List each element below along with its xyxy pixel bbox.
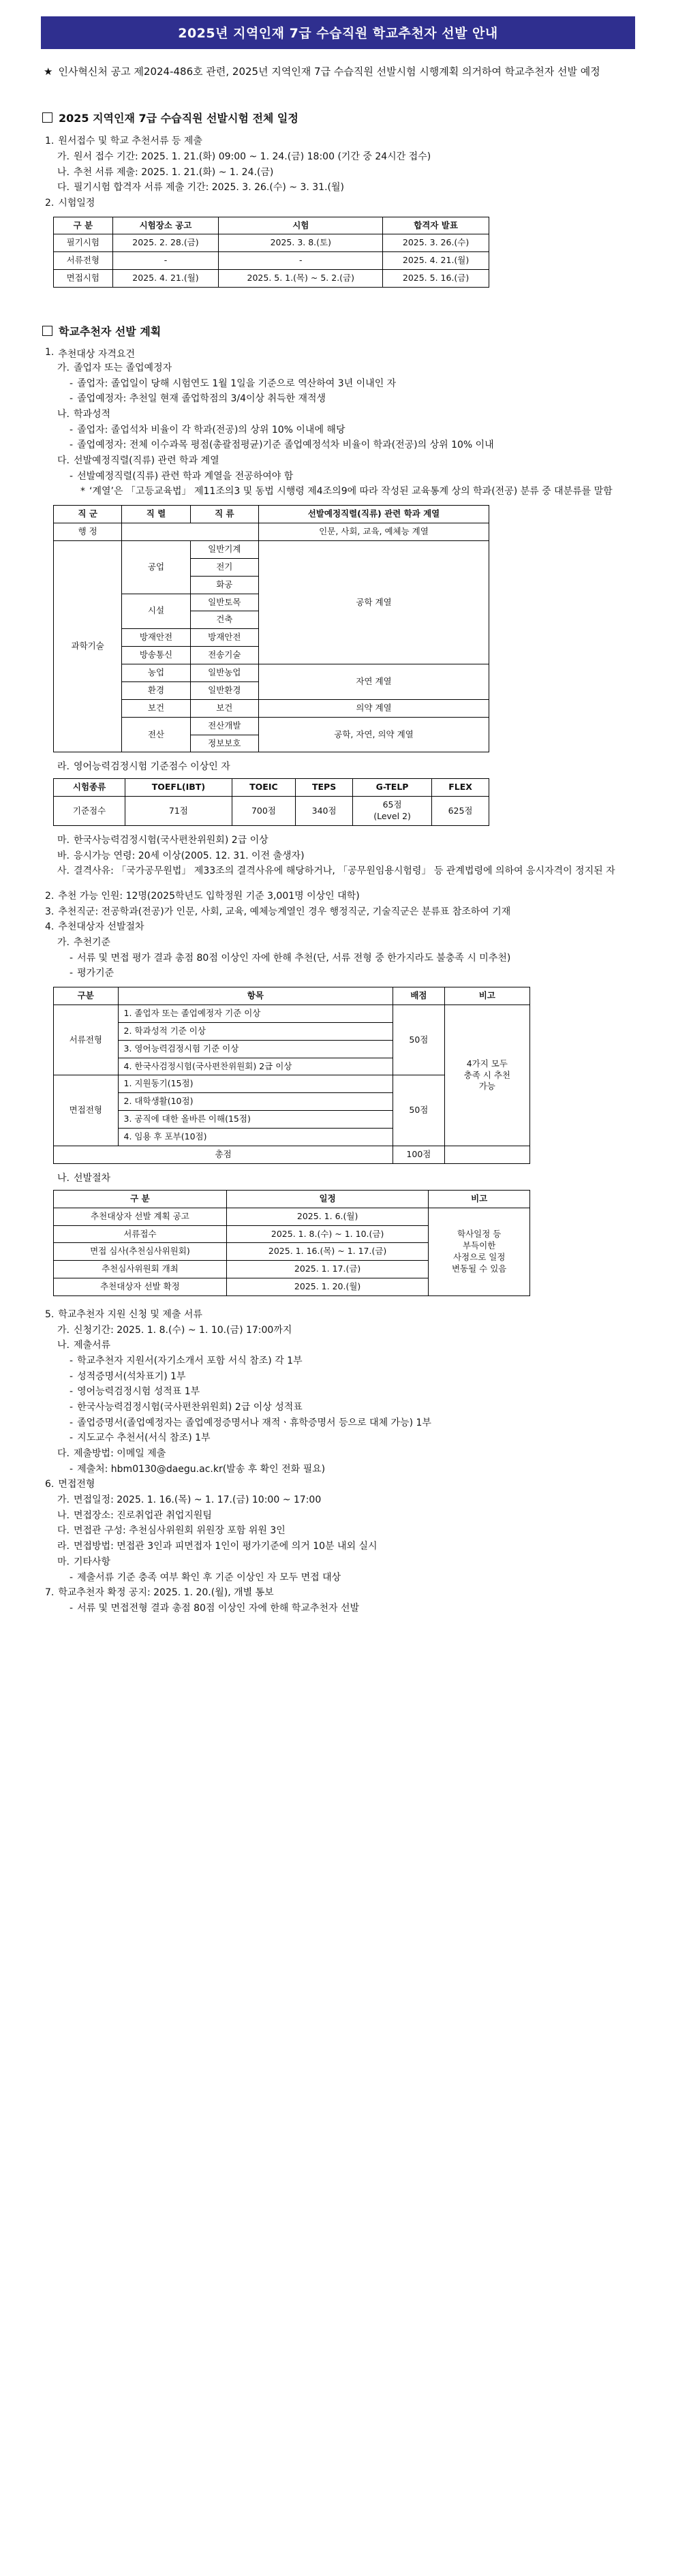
- block1-marker: 1.: [45, 347, 55, 358]
- procedure-marker: 나.: [57, 1172, 70, 1184]
- line-marker: -: [70, 1402, 74, 1413]
- major-type: 일반환경: [190, 681, 258, 699]
- line-text: 졸업자 또는 졸업예정자: [73, 363, 172, 374]
- selection-procedure-list: [41, 889, 635, 981]
- line-marker: -: [70, 1417, 74, 1428]
- line-text: 추천대상자 선발절차: [58, 921, 144, 933]
- line-marker: 1.: [45, 136, 55, 147]
- line-marker: 다.: [57, 182, 70, 194]
- document-line: [57, 453, 635, 469]
- document-line: [57, 1446, 635, 1462]
- document-line: [70, 1400, 635, 1415]
- line-text: 기타사항: [73, 1556, 111, 1567]
- line-marker: 3.: [45, 906, 55, 917]
- line-text: 서류 및 면접전형 결과 총점 80점 이상인 자에 한해 학교추천자 선발: [77, 1602, 360, 1614]
- major-group: 과학기술: [54, 540, 122, 752]
- document-line: [80, 484, 635, 500]
- proc-step: 추천대상자 선발 확정: [54, 1278, 227, 1296]
- line-text: 결격사유: 「국가공무원법」 제33조의 결격사유에 해당하거나, 「공무원임용시험령」 등 관계법령에 의하여 응시자격이 정지된 자: [73, 865, 615, 877]
- line-text: 면접전형: [58, 1479, 95, 1490]
- schedule-cell-2: -: [219, 252, 383, 270]
- line-marker: -: [70, 952, 74, 964]
- checkbox-icon: [42, 326, 52, 336]
- block1-title: 추천대상 자격요건: [58, 349, 136, 361]
- line-text: 면접방법: 면접관 3인과 피면접자 1인이 평가기준에 의거 10분 내외 실시: [73, 1541, 378, 1552]
- table-row: [54, 270, 489, 288]
- line-text: 추천기준: [73, 937, 111, 949]
- document-line: [57, 935, 635, 951]
- document-line: [57, 1508, 635, 1524]
- line-marker: 나.: [57, 409, 70, 420]
- document-line: [70, 951, 635, 966]
- line-marker: 가.: [57, 937, 70, 949]
- line-marker: 가.: [57, 1324, 70, 1336]
- document-line: [45, 196, 635, 211]
- line-marker: 라.: [57, 1541, 70, 1552]
- english-score-table: [53, 778, 489, 826]
- line-marker: 5.: [45, 1309, 55, 1321]
- document-line: [57, 361, 635, 376]
- document-line: [70, 1353, 635, 1369]
- english-text: 영어능력검정시험 기준점수 이상인 자: [73, 761, 230, 773]
- document-line: [70, 391, 635, 407]
- document-line: [70, 1601, 635, 1616]
- document-line: [45, 1307, 635, 1323]
- eng-header-2: TOEIC: [232, 779, 295, 797]
- proc-note: 학사일정 등 부득이한 사정으로 일정 변동될 수 있음: [429, 1208, 530, 1295]
- eval-header-0: 구분: [54, 987, 119, 1005]
- eng-header-5: FLEX: [432, 779, 489, 797]
- eval-total-label: 총점: [54, 1146, 393, 1163]
- eng-header-3: TEPS: [296, 779, 353, 797]
- document-line: [57, 1554, 635, 1570]
- line-text: 학교추천자 지원 신청 및 제출 서류: [58, 1309, 202, 1321]
- schedule-cell-3: 2025. 5. 16.(금): [383, 270, 489, 288]
- eval-item: 1. 졸업자 또는 졸업예정자 기준 이상: [118, 1005, 393, 1022]
- document-line: [57, 848, 635, 864]
- document-line: [57, 833, 635, 848]
- document-line: [70, 1430, 635, 1446]
- line-text: 제출서류: [73, 1340, 111, 1351]
- major-type: 전기: [190, 558, 258, 576]
- overall-schedule-table: [53, 217, 489, 288]
- document-line: [70, 1462, 635, 1477]
- english-requirement-line: [57, 759, 635, 773]
- major-series: 공업: [122, 540, 190, 594]
- eval-score: 50점: [393, 1075, 444, 1146]
- eng-cell-3: 340점: [296, 797, 353, 826]
- line-marker: -: [70, 1463, 74, 1475]
- line-text: 제출방법: 이메일 제출: [73, 1448, 166, 1460]
- proc-step: 추천대상자 선발 계획 공고: [54, 1208, 227, 1225]
- eval-total-note: [444, 1146, 529, 1163]
- document-line: [45, 1585, 635, 1601]
- eval-item: 3. 공직에 대한 올바른 이해(15점): [118, 1111, 393, 1129]
- proc-date: 2025. 1. 17.(금): [226, 1261, 429, 1278]
- eng-header-0: 시험종류: [54, 779, 125, 797]
- document-line: [57, 165, 635, 181]
- english-notes-list: [41, 833, 635, 879]
- document-line: [57, 1323, 635, 1338]
- line-text: 졸업증명서(졸업예정자는 졸업예정증명서나 재적ㆍ휴학증명서 등으로 대체 가능) 1부: [77, 1417, 431, 1428]
- document-line: [57, 863, 635, 879]
- eval-item: 2. 학과성적 기준 이상: [118, 1022, 393, 1040]
- major-series: 전산: [122, 717, 190, 752]
- proc-date: 2025. 1. 20.(월): [226, 1278, 429, 1296]
- major-field-table: [53, 505, 489, 752]
- table-row: [54, 252, 489, 270]
- eng-cell-0: 기준점수: [54, 797, 125, 826]
- line-text: 추천 가능 인원: 12명(2025학년도 입학정원 기준 3,001명 이상인 대학): [58, 891, 360, 902]
- line-text: 평가기준: [77, 968, 114, 979]
- schedule-header-1: 시험장소 공고: [112, 217, 219, 234]
- line-marker: -: [70, 1355, 74, 1367]
- major-header-3: 선발예정직렬(직류) 관련 학과 계열: [258, 506, 489, 523]
- document-line: [70, 1384, 635, 1400]
- eval-score: 50점: [393, 1005, 444, 1075]
- line-marker: 바.: [57, 850, 70, 861]
- eng-cell-5: 625점: [432, 797, 489, 826]
- major-field: 의약 계열: [258, 699, 489, 717]
- line-marker: 마.: [57, 1556, 70, 1567]
- line-marker: -: [70, 1370, 74, 1382]
- eval-group-name: 면접전형: [54, 1075, 119, 1146]
- eng-cell-1: 71점: [125, 797, 232, 826]
- star-icon: ★: [44, 65, 53, 78]
- line-text: 시험일정: [58, 197, 95, 209]
- eval-item: 4. 한국사검정시험(국사편찬위원회) 2급 이상: [118, 1058, 393, 1075]
- schedule-cell-1: 2025. 2. 28.(금): [112, 234, 219, 252]
- line-marker: 다.: [57, 455, 70, 467]
- line-text: 한국사능력검정시험(국사편찬위원회) 2급 이상 성적표: [77, 1402, 303, 1413]
- line-text: 졸업예정자: 전체 이수과목 평점(총괄점평균)기준 졸업예정석차 비율이 학과(전공)의 상위 10% 이내: [77, 440, 494, 451]
- table-row: [54, 797, 489, 826]
- intro-text: 인사혁신처 공고 제2024-486호 관련, 2025년 지역인재 7급 수습직원 선발시험 시행계획 의거하여 학교추천자 선발 예정: [58, 65, 600, 78]
- major-type: 일반토목: [190, 594, 258, 611]
- major-type: 전산개발: [190, 717, 258, 735]
- table-row: [54, 523, 489, 541]
- document-line: [57, 149, 635, 165]
- line-marker: 6.: [45, 1479, 55, 1490]
- document-line: [70, 966, 635, 981]
- eval-group-name: 서류전형: [54, 1005, 119, 1075]
- section1-heading: [42, 110, 635, 125]
- major-group: 행 정: [54, 523, 122, 541]
- document-line: [45, 134, 635, 149]
- line-text: 면접관 구성: 추천심사위원회 위원장 포함 위원 3인: [73, 1525, 286, 1537]
- document-line: [70, 423, 635, 438]
- major-header-0: 직 군: [54, 506, 122, 523]
- line-text: 학교추천자 확정 공지: 2025. 1. 20.(월), 개별 통보: [58, 1587, 274, 1599]
- line-text: 서류 및 면접 평가 결과 총점 80점 이상인 자에 한해 추천(단, 서류 전형 중 한가지라도 불충족 시 미추천): [77, 952, 511, 964]
- schedule-cell-3: 2025. 4. 21.(월): [383, 252, 489, 270]
- major-type: 일반농업: [190, 664, 258, 682]
- line-text: 필기시험 합격자 서류 제출 기간: 2025. 3. 26.(수) ~ 3. 31.(월): [73, 182, 344, 194]
- schedule-cell-0: 면접시험: [54, 270, 113, 288]
- document-line: [57, 1492, 635, 1508]
- line-marker: 2.: [45, 891, 55, 902]
- line-text: ‘계열’은 「고등교육법」 제11조의3 및 동법 시행령 제4조의9에 따라 작성된 교육통계 상의 학과(전공) 분류 중 대분류를 말함: [89, 486, 613, 497]
- eng-header-4: G-TELP: [353, 779, 432, 797]
- document-line: [45, 904, 635, 920]
- procedure-line: [57, 1171, 635, 1184]
- eval-item: 1. 지원동기(15점): [118, 1075, 393, 1093]
- line-marker: -: [70, 424, 74, 435]
- document-line: [70, 1415, 635, 1431]
- major-series: 방재안전: [122, 629, 190, 647]
- document-line: [70, 469, 635, 485]
- line-marker: -: [70, 470, 74, 482]
- line-text: 한국사능력검정시험(국사편찬위원회) 2급 이상: [73, 835, 268, 846]
- block1-title-line: [45, 347, 635, 361]
- proc-step: 서류접수: [54, 1225, 227, 1243]
- application-documents-list: [41, 1307, 635, 1616]
- line-marker: -: [70, 393, 74, 405]
- line-text: 영어능력검정시험 성적표 1부: [77, 1386, 200, 1398]
- proc-date: 2025. 1. 8.(수) ~ 1. 10.(금): [226, 1225, 429, 1243]
- schedule-cell-2: 2025. 3. 8.(토): [219, 234, 383, 252]
- proc-step: 면접 심사(추천심사위원회): [54, 1243, 227, 1261]
- document-line: [70, 1570, 635, 1586]
- schedule-cell-1: -: [112, 252, 219, 270]
- major-type: 전송기술: [190, 647, 258, 664]
- line-marker: 사.: [57, 865, 70, 877]
- eval-header-2: 배점: [393, 987, 444, 1005]
- table-row: [54, 1208, 530, 1225]
- major-type: 일반기계: [190, 540, 258, 558]
- major-series: 농업: [122, 664, 190, 682]
- table-row: [54, 1146, 530, 1163]
- eval-total-score: 100점: [393, 1146, 444, 1163]
- evaluation-criteria-table: [53, 987, 530, 1164]
- line-marker: 7.: [45, 1587, 55, 1599]
- line-marker: -: [70, 1386, 74, 1398]
- document-line: [70, 376, 635, 392]
- line-text: 제출서류 기준 충족 여부 확인 후 기준 이상인 자 모두 면접 대상: [77, 1571, 341, 1583]
- document-line: [57, 407, 635, 423]
- line-marker: 나.: [57, 166, 70, 178]
- eval-note: 4가지 모두 충족 시 추천 가능: [444, 1005, 529, 1146]
- proc-header-2: 비고: [429, 1190, 530, 1208]
- document-line: [45, 1477, 635, 1492]
- schedule-cell-1: 2025. 4. 21.(월): [112, 270, 219, 288]
- selection-schedule-table: [53, 1190, 530, 1296]
- document-line: [45, 919, 635, 935]
- schedule-cell-0: 서류전형: [54, 252, 113, 270]
- eng-cell-2: 700점: [232, 797, 295, 826]
- line-marker: 마.: [57, 835, 70, 846]
- major-series: 환경: [122, 681, 190, 699]
- line-marker: 나.: [57, 1340, 70, 1351]
- intro-notice: [44, 64, 635, 80]
- document-line: [57, 1338, 635, 1353]
- proc-step: 추천심사위원회 개최: [54, 1261, 227, 1278]
- section2-heading: [42, 323, 635, 339]
- line-text: 지도교수 추천서(서식 참조) 1부: [77, 1432, 211, 1444]
- line-marker: -: [70, 378, 74, 389]
- major-field: 공학, 자연, 의약 계열: [258, 717, 489, 752]
- proc-date: 2025. 1. 6.(월): [226, 1208, 429, 1225]
- document-line: [70, 1369, 635, 1385]
- major-type: 정보보호: [190, 735, 258, 752]
- document-line: [45, 889, 635, 904]
- proc-header-0: 구 분: [54, 1190, 227, 1208]
- schedule-header-2: 시험: [219, 217, 383, 234]
- line-text: 학교추천자 지원서(자기소개서 포함 서식 참조) 각 1부: [77, 1355, 303, 1367]
- proc-header-1: 일정: [226, 1190, 429, 1208]
- line-text: 추천 서류 제출: 2025. 1. 21.(화) ~ 1. 24.(금): [73, 166, 274, 178]
- line-text: 선발예정직렬(직류) 관련 학과 계열: [73, 455, 219, 467]
- major-field: 인문, 사회, 교육, 예체능 계열: [258, 523, 489, 541]
- table-row: [54, 234, 489, 252]
- major-type: 보건: [190, 699, 258, 717]
- line-text: 졸업자: 졸업석차 비율이 각 학과(전공)의 상위 10% 이내에 해당: [77, 424, 345, 435]
- major-field: 공학 계열: [258, 540, 489, 664]
- eng-cell-4: 65점 (Level 2): [353, 797, 432, 826]
- line-marker: *: [80, 486, 85, 497]
- procedure-text: 선발절차: [73, 1172, 111, 1184]
- line-text: 성적증명서(석차표기) 1부: [77, 1370, 186, 1382]
- proc-date: 2025. 1. 16.(목) ~ 1. 17.(금): [226, 1243, 429, 1261]
- section1-heading-text: 2025 지역인재 7급 수습직원 선발시험 전체 일정: [59, 112, 298, 125]
- page-title: 2025년 지역인재 7급 수습직원 학교추천자 선발 안내: [41, 16, 635, 49]
- line-marker: 가.: [57, 151, 70, 162]
- eval-item: 4. 임용 후 포부(10점): [118, 1129, 393, 1146]
- schedule-header-3: 합격자 발표: [383, 217, 489, 234]
- line-marker: 나.: [57, 1509, 70, 1521]
- section1-list: [41, 134, 635, 211]
- line-marker: 가.: [57, 363, 70, 374]
- document-line: [57, 180, 635, 196]
- line-marker: -: [70, 440, 74, 451]
- schedule-cell-2: 2025. 5. 1.(목) ~ 5. 2.(금): [219, 270, 383, 288]
- line-marker: -: [70, 968, 74, 979]
- checkbox-icon: [42, 112, 52, 123]
- schedule-cell-0: 필기시험: [54, 234, 113, 252]
- eval-header-1: 항목: [118, 987, 393, 1005]
- major-type: 방재안전: [190, 629, 258, 647]
- table-row: [54, 540, 489, 558]
- document-line: [57, 1523, 635, 1539]
- eng-header-1: TOEFL(IBT): [125, 779, 232, 797]
- document-line: [70, 438, 635, 453]
- major-header-1: 직 렬: [122, 506, 190, 523]
- major-field: 자연 계열: [258, 664, 489, 700]
- major-series: 방송통신: [122, 647, 190, 664]
- line-text: 면접일정: 2025. 1. 16.(목) ~ 1. 17.(금) 10:00 ~ 17:00: [73, 1494, 322, 1506]
- line-text: 졸업자: 졸업일이 당해 시험연도 1월 1일을 기준으로 역산하여 3년 이내인 자: [77, 378, 397, 389]
- eval-item: 2. 대학생활(10점): [118, 1093, 393, 1111]
- line-marker: 4.: [45, 921, 55, 933]
- section2-heading-text: 학교추천자 선발 계획: [59, 325, 162, 339]
- eval-header-3: 비고: [444, 987, 529, 1005]
- schedule-cell-3: 2025. 3. 26.(수): [383, 234, 489, 252]
- line-marker: 2.: [45, 197, 55, 209]
- line-marker: -: [70, 1571, 74, 1583]
- eval-item: 3. 영어능력검정시험 기준 이상: [118, 1040, 393, 1058]
- major-series: [122, 523, 259, 541]
- line-marker: 다.: [57, 1525, 70, 1537]
- line-text: 선발예정직렬(직류) 관련 학과 계열을 전공하여야 함: [77, 470, 294, 482]
- line-text: 면접장소: 진로취업관 취업지원팀: [73, 1509, 212, 1521]
- line-text: 원서접수 및 학교 추천서류 등 제출: [58, 136, 202, 147]
- qualification-list: [41, 361, 635, 500]
- english-marker: 라.: [57, 761, 70, 773]
- major-series: 시설: [122, 594, 190, 629]
- line-text: 신청기간: 2025. 1. 8.(수) ~ 1. 10.(금) 17:00까지: [73, 1324, 292, 1336]
- line-marker: 다.: [57, 1448, 70, 1460]
- major-header-2: 직 류: [190, 506, 258, 523]
- line-marker: 가.: [57, 1494, 70, 1506]
- schedule-header-0: 구 분: [54, 217, 113, 234]
- line-marker: -: [70, 1602, 74, 1614]
- line-marker: -: [70, 1432, 74, 1444]
- line-text: 원서 접수 기간: 2025. 1. 21.(화) 09:00 ~ 1. 24.(금) 18:00 (기간 중 24시간 접수): [73, 151, 431, 162]
- line-text: 제출처: hbm0130@daegu.ac.kr(발송 후 확인 전화 필요): [77, 1463, 326, 1475]
- major-type: 화공: [190, 576, 258, 594]
- line-text: 졸업예정자: 추천일 현재 졸업학점의 3/4이상 취득한 재적생: [77, 393, 326, 405]
- line-text: 응시가능 연령: 20세 이상(2005. 12. 31. 이전 출생자): [73, 850, 305, 861]
- major-type: 건축: [190, 611, 258, 629]
- line-text: 학과성적: [73, 409, 111, 420]
- line-text: 추천직군: 전공학과(전공)가 인문, 사회, 교육, 예체능계열인 경우 행정직군, 기술직군은 분류표 참조하여 기재: [58, 906, 511, 917]
- major-series: 보건: [122, 699, 190, 717]
- document-line: [57, 1539, 635, 1554]
- table-row: [54, 1005, 530, 1022]
